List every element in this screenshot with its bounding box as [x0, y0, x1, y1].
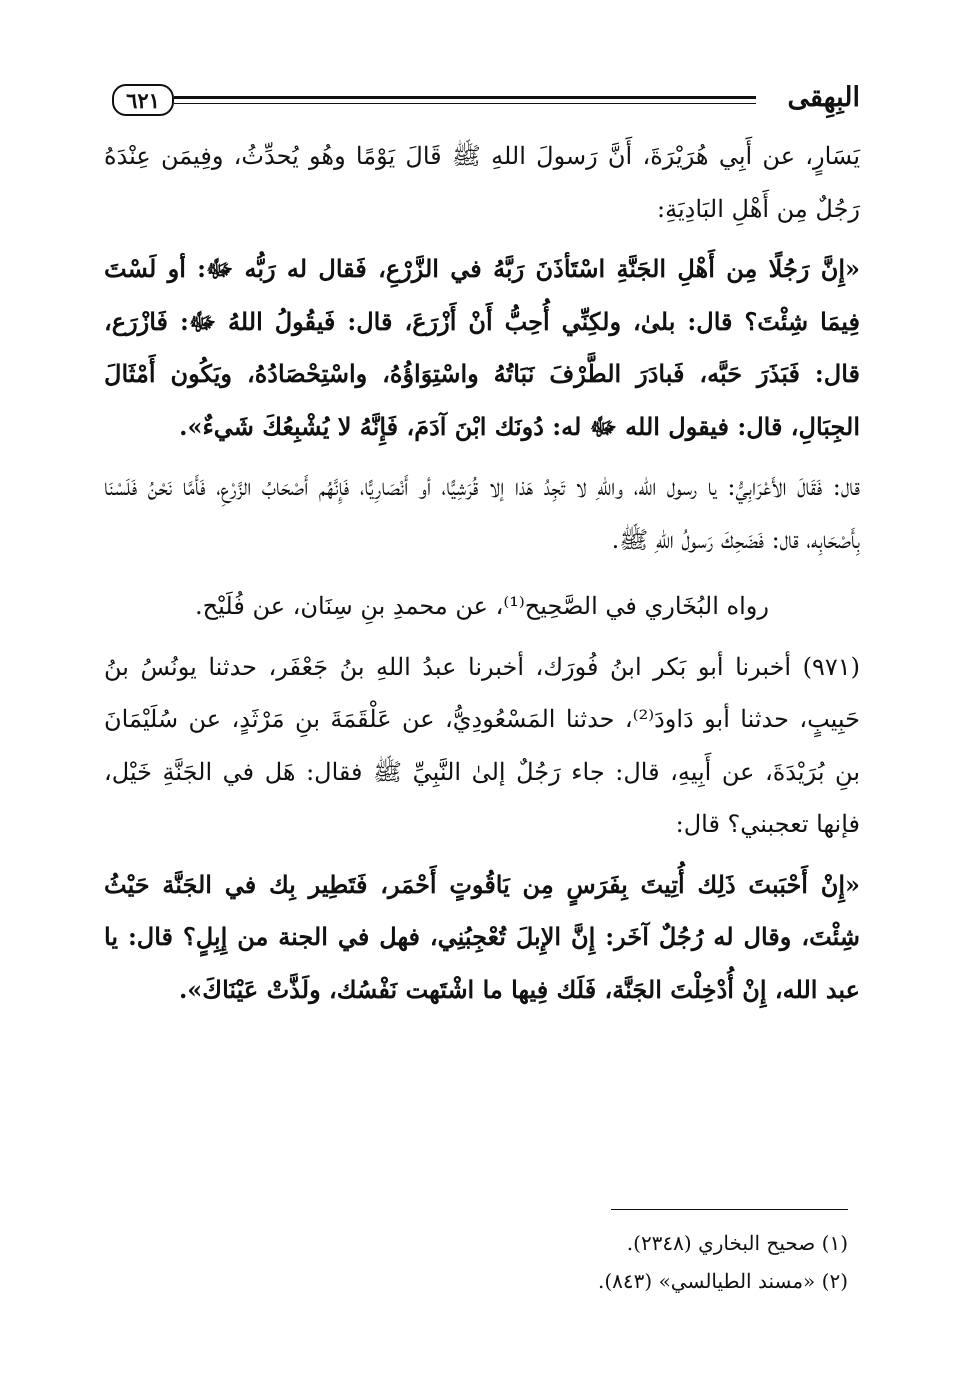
main-text: [104, 130, 860, 1016]
footnote-1: (١) صحيح البخاري (٢٣٤٨).: [626, 1231, 848, 1255]
paragraph-hadith-text: «إِنَّ رَجُلًا مِن أَهْلِ الجَنَّةِ اسْتَأذَنَ رَبَّهُ في الزَّرْعِ، فَقال له رَبُّه ﷻ: أو لَسْتَ فِيمَا شِئْتَ؟ قال: بلىٰ، ولكِنِّي أُحِبُّ أَنْ أَزْرَعَ، قال: فَيقُولُ اللهُ ﷻ: فَازْرَع، قال: فَبَذَرَ حَبَّه، فَبادَرَ الطَّرْفَ نَبَاتُهُ واسْتِوَاؤُهُ، واسْتِحْصَادُهُ، ويَكُون أَمْثَالَ الجِبَالِ، قال: فيقول الله ﷻ له: دُونَك ابْنَ آدَمَ، فَإِنَّهُ لا يُشْبِعُكَ شَيءٌ».: [104, 254, 860, 441]
footnotes: [448, 1224, 848, 1300]
header-rule: [174, 96, 756, 104]
paragraph-hadith-971-text: «إِنْ أَحْبَبتَ ذَلِك أُتِيتَ بِفَرَسٍ مِن يَاقُوتٍ أَحْمَر، فَتَطِير بِك في الجَنَّة حَيْثُ شِئْتَ، وقال له رُجُلٌ آخَر: إِنَّ الإِبلَ تُعْجِبُنِي، فهل في الجنة من إِبِلٍ؟ قال: يا عبد الله، إِنْ أُدْخِلْتَ الجَنَّة، فَلَك فِيها ما اشْتَهت نَفْسُك، ولَذَّتْ عَيْنَاكَ».: [104, 869, 860, 1004]
running-title: البِهِقى: [787, 82, 860, 113]
footnote-2: (٢) «مسند الطيالسي» (٨٤٣).: [598, 1269, 848, 1293]
paragraph-source-note: رواه البُخَاري في الصَّحِيح⁽¹⁾، عن محمدِ بنِ سِنَان، عن فُلَيْح.: [195, 592, 769, 620]
paragraph-hadith-971-isnad: (٩٧١) أخبرنا أبو بَكر ابنُ فُورَك، أخبرنا عبدُ اللهِ بنُ جَعْفَر، حدثنا يونُسُ بنُ حَبِيبٍ، حدثنا أبو دَاودَ⁽²⁾، حدثنا المَسْعُودِيُّ، عن عَلْقَمَةَ بنِ مَرْثَدٍ، عن سُلَيْمَانَ بنِ بُرَيْدَةَ، عن أَبِيهِ، قال: جاء رَجُلٌ إلىٰ النَّبِيِّ ﷺ فقال: هَل في الجَنَّةِ خَيْل، فإنها تعجبني؟ قال:: [104, 652, 860, 838]
paragraph-isnad-end: يَسَارٍ، عن أَبِي هُرَيْرَةَ، أَنَّ رَسولَ اللهِ ﷺ قَالَ يَوْمًا وهُو يُحدِّثُ، وفِيمَن عِنْدَهُ رَجُلٌ مِن أَهْلِ البَادِيَةِ:: [104, 142, 861, 223]
page-number: ٦٢١: [112, 84, 174, 116]
footnote-divider: [611, 1209, 848, 1210]
running-header: [112, 82, 860, 122]
paragraph-bedouin-reply: قال: فَقَالَ الأَعْرَابِيُّ: يا رسول الله، واللهِ لا تَجِدُ هَذا إلا قُرَشِيًّا، أو أَنْصَارِيًّا، فَإِنَّهُم أَصْحَابُ الزَّرْعِ، فَأَمَّا نَحْنُ فَلَسْنَا بِأَصْحَابِه، قال: فَضَحِكَ رَسولُ اللهِ ﷺ.: [104, 473, 860, 554]
